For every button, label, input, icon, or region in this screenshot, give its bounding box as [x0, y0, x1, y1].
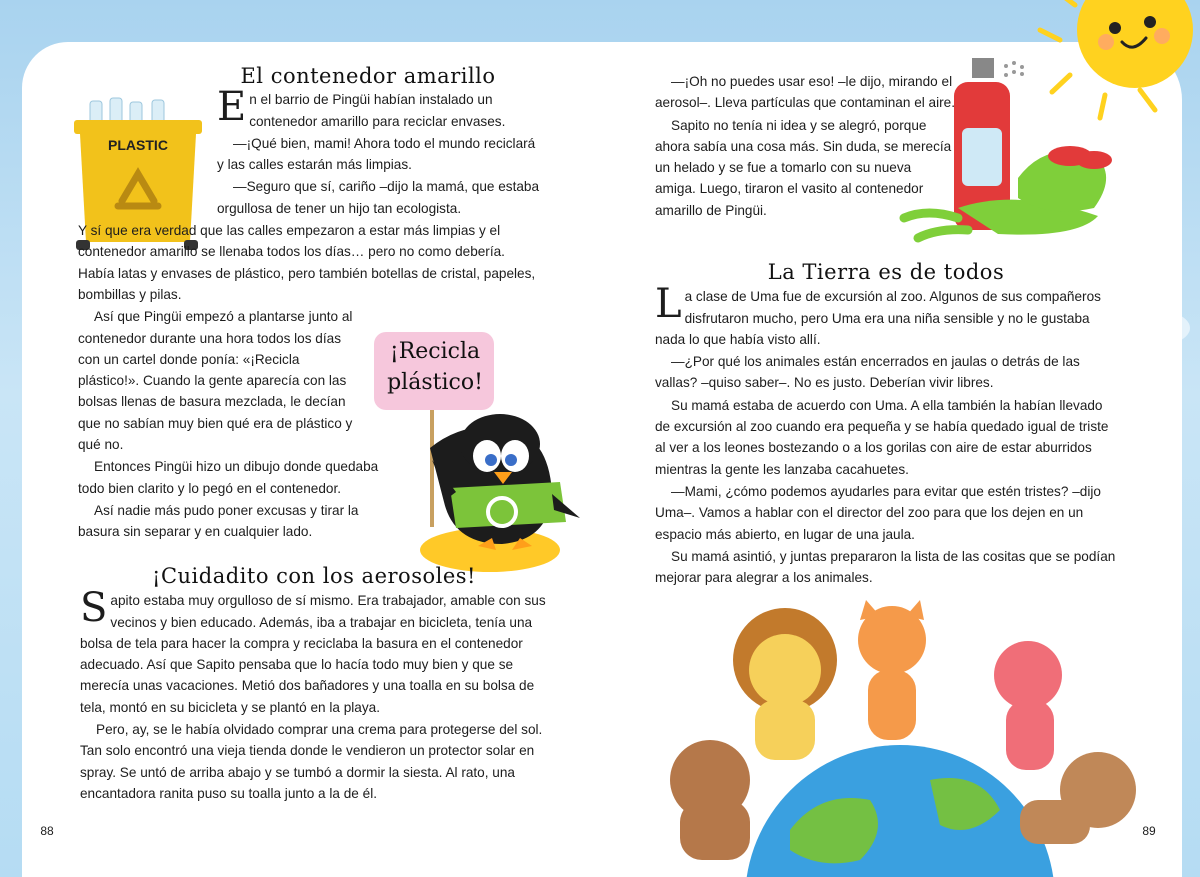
drop-cap-l: L — [655, 281, 682, 328]
story1-paragraph: Y sí que era verdad que las calles empezaron a estar más limpias y el contenedor amarillo se llenaba todos los días… pero no como debería. Había latas y envases de plástico, pero también botellas de cristal, papeles, bombillas y pilas. — [78, 223, 536, 302]
story1-paragraph: Entonces Pingüi hizo un dibujo donde quedaba todo bien clarito y lo pegó en el contenedor. — [78, 459, 379, 496]
left-column-bottom — [80, 566, 548, 805]
story2-p1-text: apito estaba muy orgulloso de sí mismo. Era trabajador, amable con sus vecinos y bien educado. Además, iba a trabajar en bicicleta, tenía una bolsa de tela para hacer la compra y reciclaba la basura en el contenedor adecuado. Así que Sapito pensaba que lo hacía todo muy bien y que se merecía unas vacaciones. Metió dos bañadores y una toalla en su bolsa de tela, montó en su bicicleta y se plantó en la playa. — [80, 593, 546, 715]
drop-cap-e: E — [217, 84, 247, 131]
story3-paragraph: Su mamá estaba de acuerdo con Uma. A ella también la habían llevado de excursión al zoo cuando era pequeña y se había quedado igual de triste al ver a los leones bostezando o a los gorilas con aire de estar aburridos mientras la gente les lanzaba cacahuetes. — [655, 397, 1109, 477]
story3-paragraph: Su mamá asintió, y juntas prepararon la lista de las cositas que se podían mejorar para alegrar a los animales. — [655, 548, 1116, 586]
animals-on-earth-illustration — [650, 600, 1150, 877]
story3-p1-text: a clase de Uma fue de excursión al zoo. Algunos de sus compañeros disfrutaron mucho, pero Uma era una niña sensible y no le gustaba nada lo que había visto allí. — [655, 289, 1101, 347]
sign-line-2: plástico! — [387, 370, 483, 395]
story1-paragraph — [217, 84, 544, 132]
story1-title: El contenedor amarillo — [240, 64, 496, 88]
story2-title: ¡Cuidadito con los aerosoles! — [152, 564, 476, 588]
story1-paragraph: —¡Qué bien, mami! Ahora todo el mundo reciclará y las calles estarán más limpias. — [217, 135, 536, 173]
drop-cap-s: S — [80, 585, 108, 632]
right-column-bottom — [655, 262, 1117, 589]
story1-paragraph: Así que Pingüi empezó a plantarse junto al contenedor durante una hora todos los días con un cartel donde ponía: «¡Recicla plástico!». Cuando la gente aparecía con las bolsas llenas de basura mezclada, le decían que no sabían muy bien qué era de plástico y qué no. — [78, 309, 353, 453]
story3-paragraph: —Mami, ¿cómo podemos ayudarles para evitar que estén tristes? –dijo Uma–. Vamos a hablar con el director del zoo para que los dejen en un espacio más abierto, en lugar de una jaula. — [655, 483, 1101, 542]
story3-title: La Tierra es de todos — [767, 260, 1005, 284]
story2-paragraph — [80, 585, 548, 718]
story2-continued-paragraph: —¡Oh no puedes usar eso! –le dijo, mirando el aerosol–. Lleva partículas que contaminan el aire. — [655, 74, 955, 111]
story2-paragraph: Pero, ay, se le había olvidado comprar una crema para protegerse del sol. Tan solo encontró una vieja tienda donde le vendieron un protector solar en spray. Se untó de arriba abajo y se tumbó a dormir la siesta. Al rato, una encantadora ranita puso su toalla junto a la de él. — [80, 722, 543, 801]
left-column-top — [78, 66, 544, 544]
page-number-right: 89 — [1136, 818, 1162, 844]
story1-paragraph: Así nadie más pudo poner excusas y tirar la basura sin separar y en cualquier lado. — [78, 502, 359, 540]
right-column-top — [655, 71, 955, 222]
story3-paragraph: —¿Por qué los animales están encerrados en jaulas o detrás de las vallas? –quiso saber–. No es justo. Deberían vivir libres. — [655, 354, 1080, 391]
sign-line-1: ¡Recicla — [389, 339, 481, 364]
story2-continued-paragraph: Sapito no tenía ni idea y se alegró, porque ahora sabía una cosa más. Sin duda, se merecía un helado y se fue a tomarlo con su nueva amiga. Luego, tiraron el vasito al contenedor amarillo de Pingüi. — [655, 117, 952, 218]
story1-p1-text: n el barrio de Pingüi habían instalado un contenedor amarillo para reciclar envases. — [249, 92, 506, 129]
story3-paragraph — [655, 281, 1117, 350]
page-number-left: 88 — [34, 818, 60, 844]
bin-label: PLASTIC — [108, 137, 168, 153]
story1-paragraph: —Seguro que sí, cariño –dijo la mamá, que estaba orgullosa de tener un hijo tan ecologista. — [217, 179, 540, 216]
